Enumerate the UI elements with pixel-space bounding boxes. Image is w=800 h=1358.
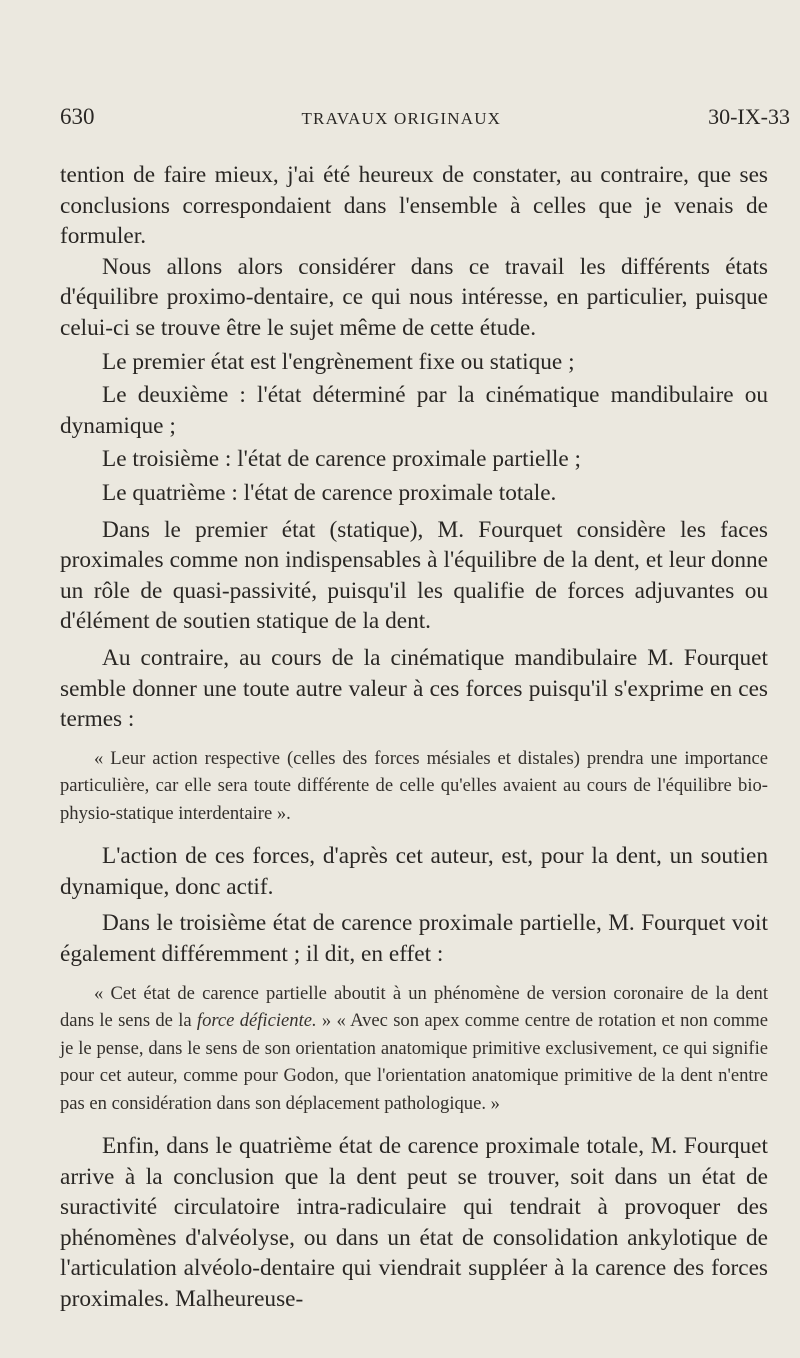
block-quote (60, 980, 768, 1118)
quote-emphasis: force déficiente. (196, 1010, 317, 1032)
paragraph: Enfin, dans le quatrième état de carence proximale totale, M. Fourquet arrive à la conclusion que la dent peut se trouver, soit dans un état de suractivité circulatoire intra-radiculaire qui tendrait à provoquer des phénomènes d'alvéolyse, ou dans un état de consolidation ankylotique de l'articulation alvéolo-dentaire qui viendrait suppléer à la carence des forces proximales. Malheureuse- (60, 1133, 768, 1313)
page-number: 630 (60, 104, 95, 129)
paragraph: Au contraire, au cours de la cinématique mandibulaire M. Fourquet semble donner une toute autre valeur à ces forces puisqu'il s'exprime en ces termes : (60, 644, 768, 733)
quote-text: « Cet état de carence partielle aboutit à un phénomène de version coronaire de la dent dans le sens de la (60, 982, 768, 1032)
page-header (60, 104, 790, 144)
list-item: Le quatrième : l'état de carence proximale totale. (102, 479, 557, 506)
paragraph: Nous allons alors considérer dans ce travail les différents états d'équilibre proximo-dentaire, ce qui nous intéresse, en particulier, puisque celui-ci se trouve être le sujet même de cette étude. (60, 253, 768, 341)
paragraph: Dans le premier état (statique), M. Fourquet considère les faces proximales comme non indispensables à l'équilibre de la dent, et leur donne un rôle de quasi-passivité, puisqu'il les qualifie de forces adjuvantes ou d'élément de soutien statique de la dent. (60, 516, 768, 635)
running-title: TRAVAUX ORIGINAUX (301, 109, 502, 128)
quote-text: » « Avec son apex comme centre de rotation et non comme je le pense, dans le sens de son orientation anatomique primitive exclusivement, ce qui signifie pour cet auteur, comme pour Godon, que l'orientation anatomique primitive de la dent n'entre pas en considération dans son déplacement pathologique. » (60, 1010, 768, 1114)
list-item: Le premier état est l'engrènement fixe ou statique ; (102, 348, 575, 375)
list-item: Le deuxième : l'état déterminé par la cinématique mandibulaire ou dynamique ; (60, 382, 768, 439)
paragraph: L'action de ces forces, d'après cet auteur, est, pour la dent, un soutien dynamique, donc actif. (60, 843, 768, 900)
paragraph: Dans le troisième état de carence proximale partielle, M. Fourquet voit également différemment ; il dit, en effet : (60, 910, 768, 967)
issue-date: 30-IX-33 (708, 104, 790, 129)
list-item: Le troisième : l'état de carence proximale partielle ; (102, 446, 581, 473)
paragraph-continuation: tention de faire mieux, j'ai été heureux de constater, au contraire, que ses conclusions correspondaient dans l'ensemble à celles que je venais de formuler. (60, 162, 768, 250)
block-quote: « Leur action respective (celles des forces mésiales et distales) prendra une importance particulière, car elle sera toute différente de celle qu'elles avaient au cours de l'équilibre bio-physio-statique interdentaire ». (60, 747, 768, 824)
body-text (60, 160, 768, 1315)
